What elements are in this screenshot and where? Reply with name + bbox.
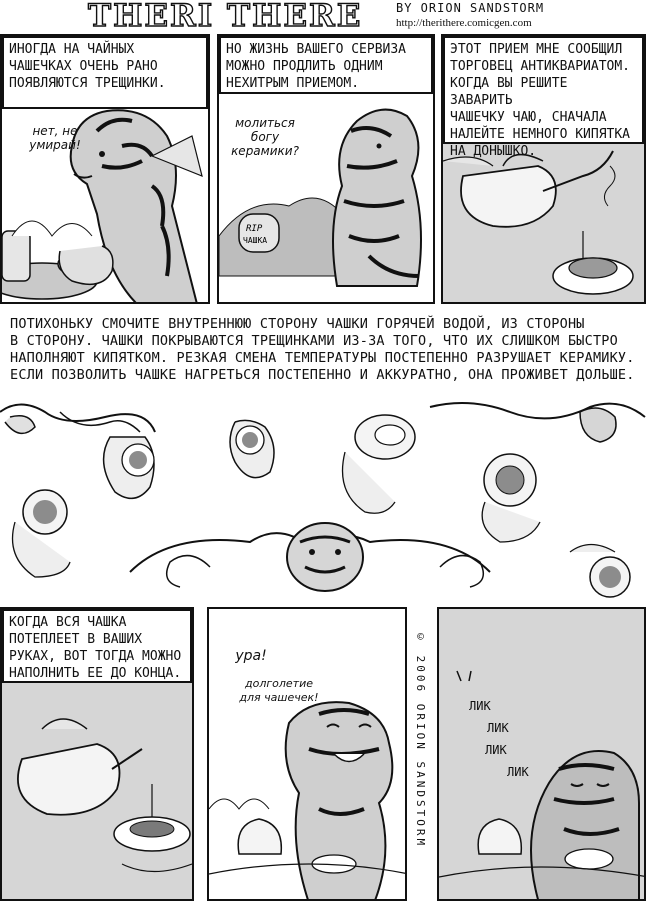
cup-hand-5 bbox=[13, 490, 71, 577]
cup-hand-2 bbox=[104, 437, 154, 498]
caption-box: НО ЖИЗНЬ ВАШЕГО СЕРВИЗА МОЖНО ПРОДЛИТЬ ОДНИМ НЕХИТРЫМ ПРИЕМОМ. bbox=[219, 36, 433, 94]
panel-2 bbox=[217, 34, 435, 304]
author-byline: BY ORION SANDSTORM bbox=[396, 1, 545, 15]
cup-hand-1 bbox=[230, 420, 274, 477]
speech-bubble-sub: долголетие для чашечек! bbox=[239, 677, 319, 704]
narration-text bbox=[10, 316, 646, 384]
speech-bubble: нет, не умирай! bbox=[29, 124, 81, 152]
copyright-notice: © 2006 ORION SANDSTORM bbox=[414, 630, 427, 849]
grave-text-line-1: RIP bbox=[246, 224, 263, 234]
panel-5 bbox=[207, 607, 407, 901]
ornament-left bbox=[0, 405, 155, 434]
tiger-drinking-tea-drawing bbox=[439, 609, 646, 901]
narration-line: В СТОРОНУ. ЧАШКИ ПОКРЫВАЮТСЯ ТРЕЩИНКАМИ ИЗ-ЗА ТОГО, ЧТО ИХ СЛИШКОМ БЫСТРО bbox=[10, 333, 618, 349]
cup-hand-6 bbox=[570, 545, 630, 598]
sfx-lick: ЛИК bbox=[485, 743, 507, 757]
caption-box: ЭТОТ ПРИЕМ МНЕ СООБЩИЛ ТОРГОВЕЦ АНТИКВАРИАТОМ. КОГДА ВЫ РЕШИТЕ ЗАВАРИТЬ ЧАШЕЧКУ ЧАЮ, СНАЧАЛА НАЛЕЙТЕ НЕМНОГО КИПЯТКА НА ДОНЫШКО. bbox=[443, 36, 644, 144]
panel-6 bbox=[437, 607, 646, 901]
narration-line: НАПОЛНЯЮТ КИПЯТКОМ. РЕЗКАЯ СМЕНА ТЕМПЕРАТУРЫ ПОСТЕПЕННО РАЗРУШАЕТ КЕРАМИКУ. bbox=[10, 350, 635, 366]
hands-holding-cups-illustration bbox=[0, 392, 650, 602]
site-url: http://theritherе.comicgen.com bbox=[396, 17, 532, 29]
grave-text-line-2: ЧАШКА bbox=[243, 236, 268, 245]
panel-4 bbox=[0, 607, 194, 901]
sfx-lick: ЛИК bbox=[469, 699, 491, 713]
narration-line: ПОТИХОНЬКУ СМОЧИТЕ ВНУТРЕННЮЮ СТОРОНУ ЧАШКИ ГОРЯЧЕЙ ВОДОЙ, ИЗ СТОРОНЫ bbox=[10, 316, 585, 332]
speech-bubble: молиться богу керамики? bbox=[231, 116, 299, 158]
cup-hand-4 bbox=[482, 454, 540, 542]
caption-box: ИНОГДА НА ЧАЙНЫХ ЧАШЕЧКАХ ОЧЕНЬ РАНО ПОЯВЛЯЮТСЯ ТРЕЩИНКИ. bbox=[2, 36, 208, 109]
ornament-right bbox=[430, 403, 645, 442]
comic-title: THERI THERE bbox=[88, 0, 363, 34]
tiger-head-ornament bbox=[130, 523, 490, 591]
caption-box: КОГДА ВСЯ ЧАШКА ПОТЕПЛЕЕТ В ВАШИХ РУКАХ, ВОТ ТОГДА МОЖНО НАПОЛНИТЬ ЕЕ ДО КОНЦА. bbox=[2, 609, 192, 683]
comic-header bbox=[0, 0, 650, 34]
sfx-lick: ЛИК bbox=[487, 721, 509, 735]
narration-line: ЕСЛИ ПОЗВОЛИТЬ ЧАШКЕ НАГРЕТЬСЯ ПОСТЕПЕННО И АККУРАТНО, ОНА ПРОЖИВЕТ ДОЛЬШЕ. bbox=[10, 367, 635, 383]
panel-3 bbox=[441, 34, 646, 304]
sfx-lick: ЛИК bbox=[507, 765, 529, 779]
cup-hand-3 bbox=[343, 415, 416, 513]
panel-1 bbox=[0, 34, 210, 304]
speech-bubble-main: ура! bbox=[235, 648, 267, 664]
